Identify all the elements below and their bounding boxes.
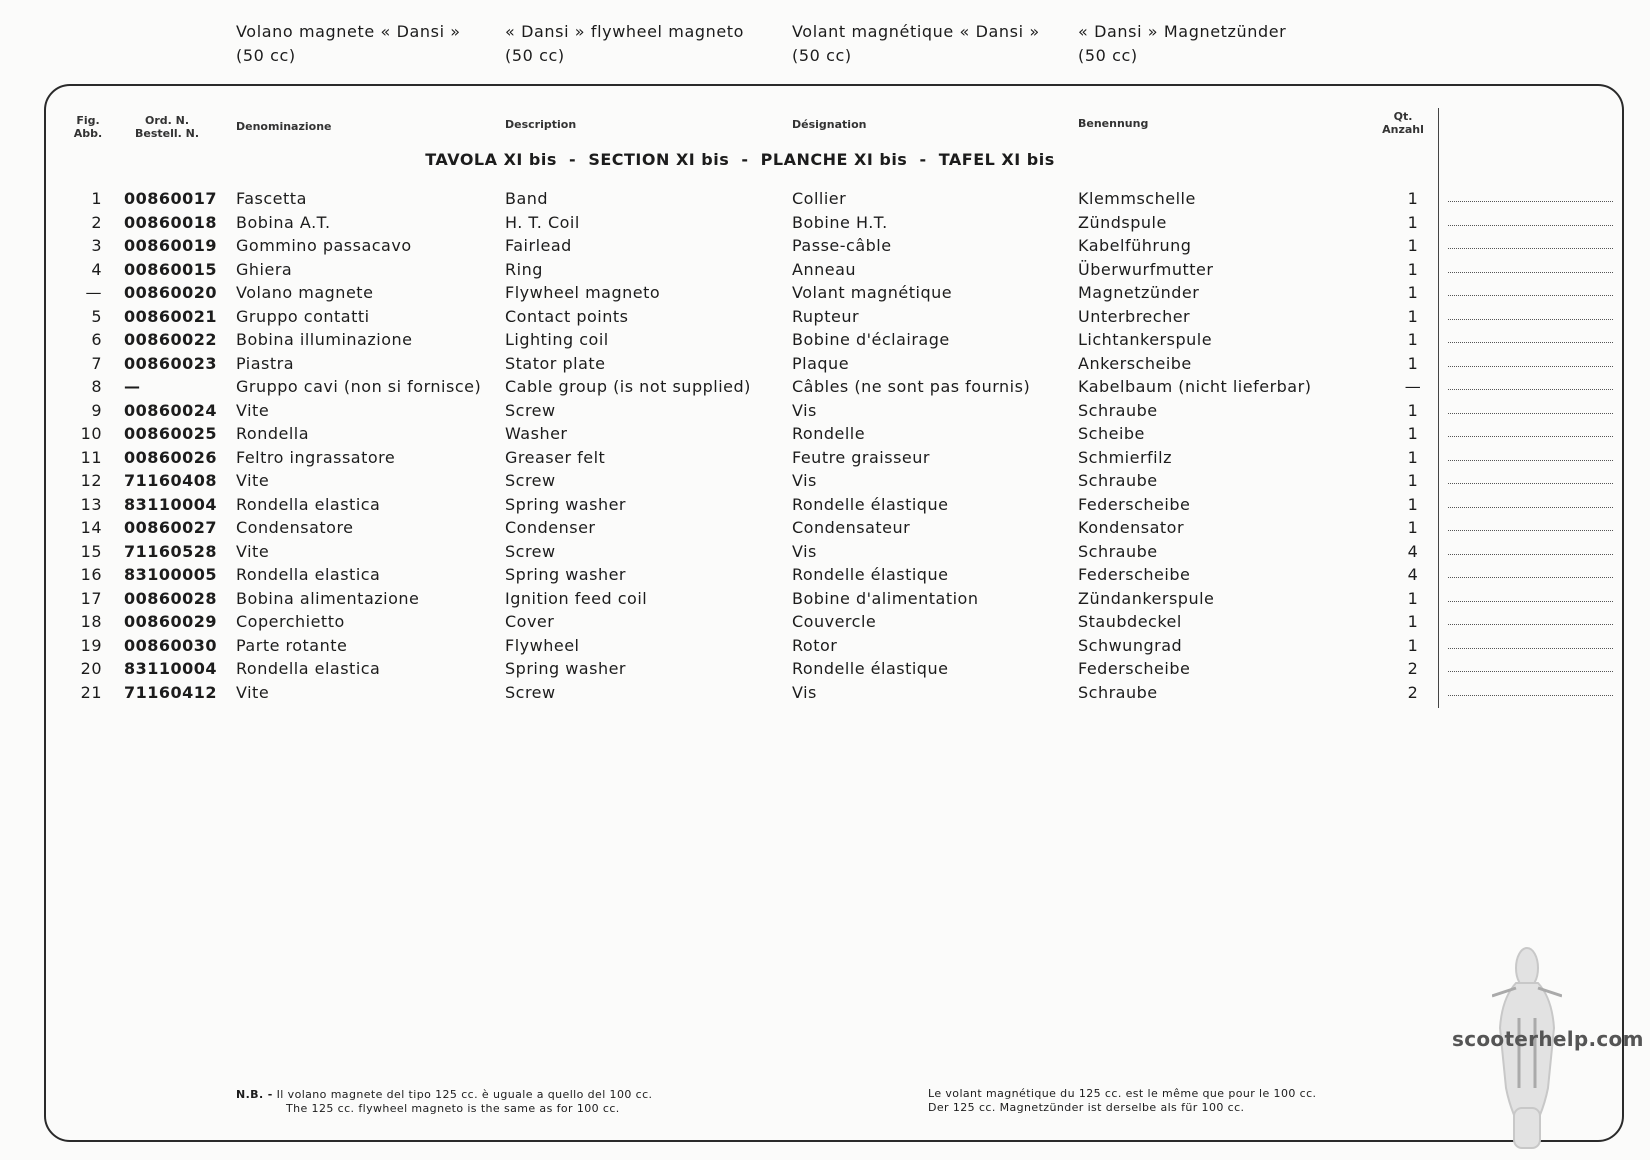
cell-description: Greaser felt — [505, 447, 606, 467]
cell-denominazione: Vite — [236, 541, 270, 561]
cell-denominazione: Bobina illuminazione — [236, 330, 413, 349]
cell-fig-number: 2 — [91, 212, 102, 232]
col-ord-de: Bestell. N. — [134, 127, 200, 140]
note-right-german: Der 125 cc. Magnetzünder ist derselbe als für 100 cc. — [928, 1101, 1245, 1114]
cell-quantity: 2 — [1407, 659, 1419, 678]
cell-fig-number: 10 — [80, 424, 102, 443]
cell-benennung: Schraube — [1078, 541, 1158, 561]
cell-denominazione: Vite — [236, 682, 270, 702]
col-fig-it: Fig. — [76, 114, 100, 127]
cell-quantity: 4 — [1407, 541, 1419, 561]
cell-denominazione: Rondella elastica — [236, 659, 381, 678]
cell-quantity: 1 — [1407, 424, 1419, 443]
cell-benennung: Kabelbaum (nicht lieferbar) — [1078, 377, 1312, 396]
cell-fig-number: 21 — [80, 682, 102, 702]
cell-order-number: 00860024 — [124, 400, 218, 420]
cell-description: Flywheel magneto — [505, 283, 661, 302]
cell-order-number: 00860025 — [124, 424, 218, 443]
cell-benennung: Schraube — [1078, 400, 1158, 420]
table-row — [0, 329, 1650, 353]
cell-description: Spring washer — [505, 565, 627, 584]
table-row — [0, 447, 1650, 471]
cell-quantity: 1 — [1407, 612, 1419, 631]
cell-quantity: 4 — [1407, 565, 1419, 584]
notes-dotted-line — [1448, 272, 1613, 273]
cell-description: Contact points — [505, 306, 629, 326]
cell-designation: Rondelle — [792, 424, 866, 443]
notes-dotted-line — [1448, 483, 1613, 484]
col-benennung: Benennung — [1078, 117, 1149, 130]
cell-quantity: 1 — [1407, 471, 1419, 490]
cell-designation: Anneau — [792, 259, 857, 279]
cell-denominazione: Parte rotante — [236, 635, 348, 655]
notes-dotted-line — [1448, 648, 1613, 649]
header-english — [505, 20, 744, 68]
notes-dotted-line — [1448, 601, 1613, 602]
cell-quantity: 1 — [1407, 236, 1419, 255]
cell-fig-number: 17 — [80, 588, 102, 608]
cell-order-number: 00860027 — [124, 518, 218, 537]
cell-benennung: Unterbrecher — [1078, 306, 1191, 326]
cell-designation: Rondelle élastique — [792, 565, 949, 584]
col-qty-it: Qt. — [1393, 110, 1413, 123]
cell-quantity: 1 — [1407, 447, 1419, 467]
notes-dotted-line — [1448, 530, 1613, 531]
header-german-capacity: (50 cc) — [1078, 46, 1138, 65]
notes-dotted-line — [1448, 389, 1613, 390]
cell-fig-number: 6 — [91, 330, 102, 349]
cell-benennung: Federscheibe — [1078, 494, 1191, 514]
cell-fig-number: 12 — [80, 471, 102, 490]
cell-description: Stator plate — [505, 353, 606, 373]
header-english-title: « Dansi » flywheel magneto — [505, 22, 745, 41]
table-row — [0, 494, 1650, 518]
table-row — [0, 306, 1650, 330]
cell-order-number: 00860023 — [124, 353, 218, 373]
cell-order-number: 00860022 — [124, 330, 218, 349]
table-row — [0, 282, 1650, 306]
cell-order-number: 00860026 — [124, 447, 218, 467]
cell-benennung: Staubdeckel — [1078, 612, 1182, 631]
cell-quantity: 1 — [1407, 400, 1419, 420]
col-description: Description — [505, 118, 577, 131]
cell-order-number: 00860019 — [124, 236, 218, 255]
cell-description: Washer — [505, 424, 568, 443]
cell-fig-number: 16 — [80, 565, 102, 584]
notes-dotted-line — [1448, 248, 1613, 249]
col-denominazione: Denominazione — [236, 120, 332, 133]
section-title: TAVOLA XI bis - SECTION XI bis - PLANCHE XI bis - TAFEL XI bis — [425, 150, 1055, 169]
parts-table — [0, 188, 1650, 705]
cell-order-number: 71160528 — [124, 541, 218, 561]
cell-quantity: 1 — [1407, 283, 1419, 302]
cell-quantity: 1 — [1407, 494, 1419, 514]
cell-benennung: Schraube — [1078, 471, 1158, 490]
cell-order-number: 83100005 — [124, 565, 218, 584]
cell-denominazione: Bobina alimentazione — [236, 588, 420, 608]
cell-quantity: 1 — [1407, 306, 1419, 326]
cell-quantity: 1 — [1407, 518, 1419, 537]
cell-benennung: Federscheibe — [1078, 659, 1191, 678]
cell-designation: Rupteur — [792, 306, 860, 326]
cell-designation: Vis — [792, 400, 817, 420]
cell-designation: Câbles (ne sont pas fournis) — [792, 377, 1031, 396]
notes-dotted-line — [1448, 460, 1613, 461]
cell-description: Lighting coil — [505, 330, 609, 349]
cell-fig-number: 19 — [80, 635, 102, 655]
cell-denominazione: Feltro ingrassatore — [236, 447, 396, 467]
cell-denominazione: Gommino passacavo — [236, 236, 412, 255]
col-designation: Désignation — [792, 118, 867, 131]
table-row — [0, 635, 1650, 659]
notes-dotted-line — [1448, 436, 1613, 437]
notes-dotted-line — [1448, 671, 1613, 672]
cell-order-number: 00860030 — [124, 635, 218, 655]
cell-fig-number: 1 — [91, 189, 102, 208]
cell-denominazione: Rondella — [236, 424, 310, 443]
nb-label: N.B. - — [236, 1088, 273, 1101]
col-order-number — [124, 114, 210, 140]
cell-fig-number: 15 — [80, 541, 102, 561]
cell-quantity: 2 — [1407, 682, 1419, 702]
cell-designation: Plaque — [792, 353, 850, 373]
cell-benennung: Schraube — [1078, 682, 1158, 702]
header-french-title: Volant magnétique « Dansi » — [792, 22, 1040, 41]
cell-benennung: Schwungrad — [1078, 635, 1183, 655]
col-quantity — [1378, 110, 1428, 136]
cell-fig-number: 11 — [80, 447, 102, 467]
col-fig-de: Abb. — [73, 127, 103, 140]
cell-fig-number: 3 — [91, 236, 102, 255]
table-row — [0, 541, 1650, 565]
cell-fig-number: 20 — [80, 659, 102, 678]
header-german — [1078, 20, 1286, 68]
table-row — [0, 259, 1650, 283]
cell-benennung: Zündspule — [1078, 212, 1167, 232]
cell-order-number: 00860020 — [124, 283, 218, 302]
cell-description: Screw — [505, 541, 556, 561]
cell-denominazione: Volano magnete — [236, 283, 374, 302]
cell-denominazione: Bobina A.T. — [236, 212, 331, 232]
cell-fig-number: — — [85, 283, 102, 302]
cell-order-number: 00860015 — [124, 259, 218, 279]
cell-fig-number: 5 — [91, 306, 102, 326]
note-right — [928, 1087, 1316, 1115]
notes-dotted-line — [1448, 225, 1613, 226]
cell-description: Screw — [505, 471, 556, 490]
cell-description: Band — [505, 189, 549, 208]
cell-quantity: 1 — [1407, 588, 1419, 608]
table-row — [0, 376, 1650, 400]
notes-dotted-line — [1448, 507, 1613, 508]
table-row — [0, 658, 1650, 682]
header-french — [792, 20, 1040, 68]
cell-denominazione: Rondella elastica — [236, 494, 381, 514]
notes-dotted-line — [1448, 342, 1613, 343]
cell-quantity: 1 — [1407, 212, 1419, 232]
cell-order-number: 71160412 — [124, 682, 218, 702]
cell-benennung: Scheibe — [1078, 424, 1145, 443]
note-right-french: Le volant magnétique du 125 cc. est le même que pour le 100 cc. — [928, 1087, 1317, 1100]
cell-benennung: Kabelführung — [1078, 236, 1192, 255]
cell-designation: Bobine d'alimentation — [792, 588, 979, 608]
cell-designation: Bobine H.T. — [792, 212, 888, 232]
cell-denominazione: Coperchietto — [236, 612, 345, 631]
table-row — [0, 423, 1650, 447]
cell-denominazione: Piastra — [236, 353, 295, 373]
notes-dotted-line — [1448, 201, 1613, 202]
note-left — [236, 1088, 652, 1116]
header-english-capacity: (50 cc) — [505, 46, 565, 65]
notes-dotted-line — [1448, 295, 1613, 296]
cell-description: Cable group (is not supplied) — [505, 377, 751, 396]
cell-designation: Rondelle élastique — [792, 659, 949, 678]
table-row — [0, 682, 1650, 706]
cell-designation: Vis — [792, 682, 817, 702]
cell-designation: Vis — [792, 471, 817, 490]
cell-denominazione: Fascetta — [236, 189, 307, 208]
cell-quantity: 1 — [1407, 353, 1419, 373]
cell-description: Condenser — [505, 518, 596, 537]
cell-description: Spring washer — [505, 494, 627, 514]
cell-benennung: Lichtankerspule — [1078, 330, 1213, 349]
cell-fig-number: 8 — [91, 377, 102, 396]
cell-order-number: 71160408 — [124, 471, 218, 490]
cell-order-number: 83110004 — [124, 659, 218, 678]
cell-denominazione: Gruppo cavi (non si fornisce) — [236, 377, 482, 396]
cell-designation: Volant magnétique — [792, 283, 953, 302]
cell-designation: Rotor — [792, 635, 838, 655]
cell-designation: Feutre graisseur — [792, 447, 930, 467]
notes-dotted-line — [1448, 577, 1613, 578]
table-row — [0, 588, 1650, 612]
cell-benennung: Zündankerspule — [1078, 588, 1215, 608]
cell-denominazione: Condensatore — [236, 518, 354, 537]
cell-fig-number: 18 — [80, 612, 102, 631]
cell-quantity: 1 — [1407, 189, 1419, 208]
watermark: scooterhelp.com — [1452, 1027, 1644, 1051]
cell-description: Spring washer — [505, 659, 627, 678]
notes-dotted-line — [1448, 413, 1613, 414]
cell-order-number: 00860029 — [124, 612, 218, 631]
cell-benennung: Schmierfilz — [1078, 447, 1172, 467]
cell-order-number: — — [124, 377, 141, 396]
cell-denominazione: Gruppo contatti — [236, 306, 370, 326]
cell-description: Ignition feed coil — [505, 588, 648, 608]
cell-benennung: Kondensator — [1078, 518, 1185, 537]
cell-order-number: 00860018 — [124, 212, 218, 232]
col-fig — [66, 114, 110, 140]
table-row — [0, 212, 1650, 236]
cell-quantity: 1 — [1407, 259, 1419, 279]
table-row — [0, 470, 1650, 494]
cell-designation: Collier — [792, 189, 847, 208]
cell-designation: Bobine d'éclairage — [792, 330, 950, 349]
cell-description: Cover — [505, 612, 555, 631]
cell-quantity: 1 — [1407, 635, 1419, 655]
cell-designation: Condensateur — [792, 518, 911, 537]
cell-denominazione: Rondella elastica — [236, 565, 381, 584]
cell-benennung: Ankerscheibe — [1078, 353, 1192, 373]
cell-benennung: Klemmschelle — [1078, 189, 1196, 208]
cell-denominazione: Vite — [236, 471, 270, 490]
header-italian — [236, 20, 461, 68]
table-row — [0, 188, 1650, 212]
cell-order-number: 00860017 — [124, 189, 218, 208]
note-left-english: The 125 cc. flywheel magneto is the same as for 100 cc. — [286, 1102, 620, 1115]
cell-denominazione: Vite — [236, 400, 270, 420]
notes-dotted-line — [1448, 319, 1613, 320]
cell-fig-number: 4 — [91, 259, 102, 279]
cell-order-number: 00860021 — [124, 306, 218, 326]
col-ord-it: Ord. N. — [144, 114, 190, 127]
table-row — [0, 235, 1650, 259]
cell-benennung: Federscheibe — [1078, 565, 1191, 584]
cell-fig-number: 9 — [91, 400, 102, 420]
cell-designation: Couvercle — [792, 612, 877, 631]
cell-description: Ring — [505, 259, 543, 279]
cell-order-number: 00860028 — [124, 588, 218, 608]
cell-fig-number: 13 — [80, 494, 102, 514]
header-italian-capacity: (50 cc) — [236, 46, 296, 65]
cell-benennung: Überwurfmutter — [1078, 259, 1214, 279]
table-row — [0, 400, 1650, 424]
cell-fig-number: 14 — [80, 518, 102, 537]
cell-fig-number: 7 — [91, 353, 102, 373]
table-row — [0, 353, 1650, 377]
cell-description: Flywheel — [505, 635, 580, 655]
cell-denominazione: Ghiera — [236, 259, 293, 279]
cell-order-number: 83110004 — [124, 494, 218, 514]
cell-quantity: — — [1404, 377, 1422, 396]
cell-quantity: 1 — [1407, 330, 1419, 349]
notes-dotted-line — [1448, 695, 1613, 696]
note-left-italian: Il volano magnete del tipo 125 cc. è uguale a quello del 100 cc. — [276, 1088, 653, 1101]
notes-dotted-line — [1448, 554, 1613, 555]
col-qty-de: Anzahl — [1382, 123, 1424, 136]
cell-description: Fairlead — [505, 236, 572, 255]
cell-benennung: Magnetzünder — [1078, 283, 1200, 302]
header-french-capacity: (50 cc) — [792, 46, 852, 65]
cell-description: Screw — [505, 682, 556, 702]
cell-description: Screw — [505, 400, 556, 420]
table-row — [0, 611, 1650, 635]
notes-dotted-line — [1448, 624, 1613, 625]
table-row — [0, 517, 1650, 541]
notes-dotted-line — [1448, 366, 1613, 367]
cell-designation: Passe-câble — [792, 236, 892, 255]
header-italian-title: Volano magnete « Dansi » — [236, 22, 461, 41]
table-row — [0, 564, 1650, 588]
header-german-title: « Dansi » Magnetzünder — [1078, 22, 1287, 41]
cell-designation: Rondelle élastique — [792, 494, 949, 514]
cell-description: H. T. Coil — [505, 212, 580, 232]
note-left-line1 — [236, 1088, 652, 1102]
cell-designation: Vis — [792, 541, 817, 561]
